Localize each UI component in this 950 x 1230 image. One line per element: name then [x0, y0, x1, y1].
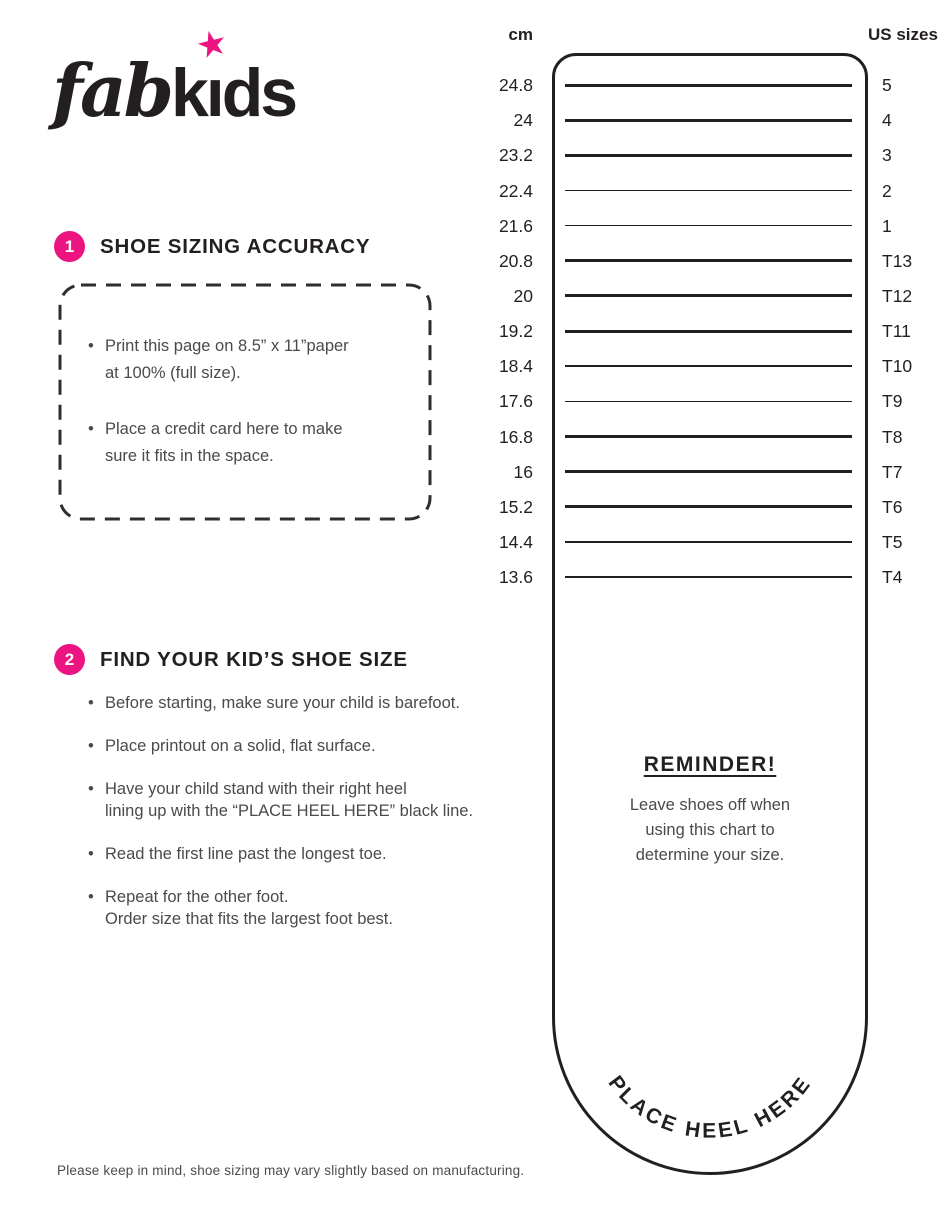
bullet-line: at 100% (full size).: [105, 364, 241, 382]
logo-fab-text: fab: [52, 48, 171, 133]
us-size-label: T9: [882, 391, 903, 412]
list-item: [88, 778, 508, 822]
cm-label: 16.8: [498, 426, 533, 447]
section-2-title: FIND YOUR KID’S SHOE SIZE: [100, 647, 408, 671]
manufacturing-disclaimer: Please keep in mind, shoe sizing may vary slightly based on manufacturing.: [57, 1163, 525, 1178]
place-heel-here-text: PLACE HEEL HERE: [603, 1071, 817, 1143]
accuracy-instructions-list: [88, 333, 412, 499]
us-size-label: T5: [882, 532, 903, 552]
us-size-label: T6: [882, 496, 903, 517]
us-size-label: 5: [882, 75, 892, 95]
list-item: [88, 843, 508, 865]
cm-column-header: cm: [508, 25, 533, 44]
step-2-badge: 2: [54, 644, 85, 675]
cm-label: 17.6: [498, 391, 533, 412]
bullet-line: • Repeat for the other foot.: [105, 888, 289, 906]
cm-label: 16: [513, 461, 533, 482]
logo-kids-text: kı ★ ds: [170, 24, 296, 131]
us-size-label: T8: [882, 426, 903, 447]
fabkids-logo: [52, 24, 296, 133]
bullet-line: • Before starting, make sure your child is barefoot.: [105, 694, 460, 712]
measuring-steps-list: [88, 692, 508, 951]
cm-label: 22.4: [498, 180, 533, 201]
place-heel-here-arc: [552, 1000, 868, 1175]
us-size-label: 2: [882, 180, 892, 201]
bullet-line: • Read the first line past the longest toe.: [105, 845, 387, 863]
us-size-label: 4: [882, 110, 892, 131]
bullet-line: • Have your child stand with their right heel: [105, 780, 407, 798]
cm-label: 19.2: [498, 321, 533, 341]
us-size-label: 3: [882, 145, 892, 166]
us-size-label: T11: [882, 321, 911, 341]
list-item: [88, 416, 412, 470]
us-size-label: 1: [882, 215, 892, 236]
bullet-line: • Place a credit card here to make: [105, 420, 343, 438]
reminder-title: REMINDER!: [643, 753, 777, 776]
us-size-label: T10: [882, 356, 913, 377]
credit-card-check-box: [58, 283, 432, 521]
reminder-line: using this chart to: [645, 821, 775, 839]
list-item: [88, 735, 508, 757]
cm-label: 21.6: [498, 215, 533, 236]
reminder-block: [555, 753, 865, 868]
bullet-line: • Place printout on a solid, flat surface.: [105, 737, 376, 755]
bullet-line: • Print this page on 8.5” x 11”paper: [105, 337, 349, 355]
cm-label: 14.4: [498, 532, 533, 552]
section-1-header: [54, 231, 370, 262]
list-item: [88, 692, 508, 714]
cm-label: 15.2: [498, 496, 533, 517]
reminder-line: Leave shoes off when: [629, 796, 791, 814]
star-icon: ★: [193, 24, 227, 65]
cm-label: 20.8: [498, 250, 533, 271]
us-sizes-column-header: US sizes: [868, 25, 938, 44]
section-2-header: [54, 644, 408, 675]
bullet-line: sure it fits in the space.: [105, 447, 274, 465]
section-1-title: SHOE SIZING ACCURACY: [100, 234, 371, 258]
cm-label: 18.4: [498, 356, 533, 377]
us-size-label: T13: [882, 250, 913, 271]
svg-text:PLACE HEEL HERE: [604, 1072, 817, 1143]
list-item: [88, 886, 508, 930]
cm-label: 23.2: [498, 145, 533, 166]
us-size-label: T4: [882, 567, 903, 588]
cm-label: 20: [513, 285, 533, 306]
bullet-line: Order size that fits the largest foot best.: [105, 910, 393, 928]
cm-label: 24: [513, 110, 533, 131]
list-item: [88, 333, 412, 387]
us-size-label: T7: [882, 461, 903, 482]
us-size-label: T12: [882, 285, 913, 306]
bullet-line: lining up with the “PLACE HEEL HERE” black line.: [105, 802, 474, 820]
reminder-line: determine your size.: [635, 846, 785, 864]
cm-label: 13.6: [498, 567, 533, 588]
cm-label: 24.8: [498, 75, 533, 95]
step-1-badge: 1: [54, 231, 85, 262]
